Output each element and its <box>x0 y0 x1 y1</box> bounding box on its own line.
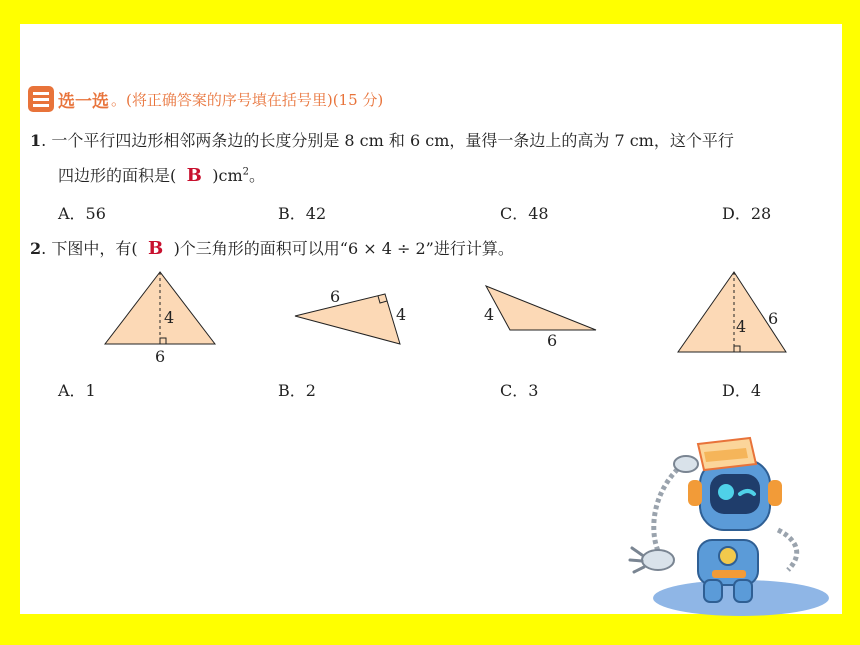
q2-option-a: A．1 <box>58 381 96 400</box>
question-2-line <box>30 236 514 259</box>
question-1-text: . 一个平行四边形相邻两条边的长度分别是 8 cm 和 6 cm，量得一条边上的高为 7 cm，这个平行 <box>41 131 734 150</box>
q1-option-b: B．42 <box>278 204 327 223</box>
triangle-2-side-label-6: 6 <box>330 287 341 306</box>
triangle-figure-1 <box>100 268 220 368</box>
question-1-line-2 <box>58 163 265 186</box>
question-1-text-before: 四边形的面积是( <box>58 166 177 185</box>
section-heading <box>28 86 383 112</box>
question-1-unit: )cm <box>212 166 243 185</box>
question-1-number: 1 <box>30 131 42 150</box>
triangle-1-base-label: 6 <box>155 347 166 366</box>
triangle-1-height-label: 4 <box>164 308 175 327</box>
triangle-figure-3 <box>480 282 605 352</box>
q2-option-b: B．2 <box>278 381 316 400</box>
question-2-text-after: )个三角形的面积可以用“6 × 4 ÷ 2”进行计算。 <box>173 239 514 258</box>
question-2-number: 2 <box>30 239 42 258</box>
triangle-4-side-label: 6 <box>768 309 779 328</box>
triangle-4-height-label: 4 <box>736 317 747 336</box>
q1-option-a: A．56 <box>58 204 106 223</box>
triangle-2-side-label-4: 4 <box>396 305 407 324</box>
question-1-unit-sup: 2 <box>242 166 249 178</box>
q1-option-d: D．28 <box>722 204 772 223</box>
q1-option-c: C．48 <box>500 204 549 223</box>
triangle-3-side-label-6: 6 <box>547 331 558 350</box>
list-icon <box>28 86 54 112</box>
question-2-text-before: . 下图中，有( <box>41 239 138 258</box>
triangle-figure-2 <box>290 280 420 350</box>
question-1-answer[interactable]: B <box>186 165 202 186</box>
q2-option-c: C．3 <box>500 381 539 400</box>
section-instruction: 。(将正确答案的序号填在括号里)(15 分) <box>111 90 384 109</box>
question-2-answer[interactable]: B <box>147 238 164 259</box>
triangle-3-side-label-4: 4 <box>484 305 495 324</box>
section-title: 选一选 <box>58 91 109 112</box>
robot-mascot-illustration <box>628 430 838 620</box>
triangle-figure-4 <box>672 268 797 358</box>
question-1-end: 。 <box>249 166 266 185</box>
q2-option-d: D．4 <box>722 381 762 400</box>
question-1-line-1 <box>30 128 734 151</box>
